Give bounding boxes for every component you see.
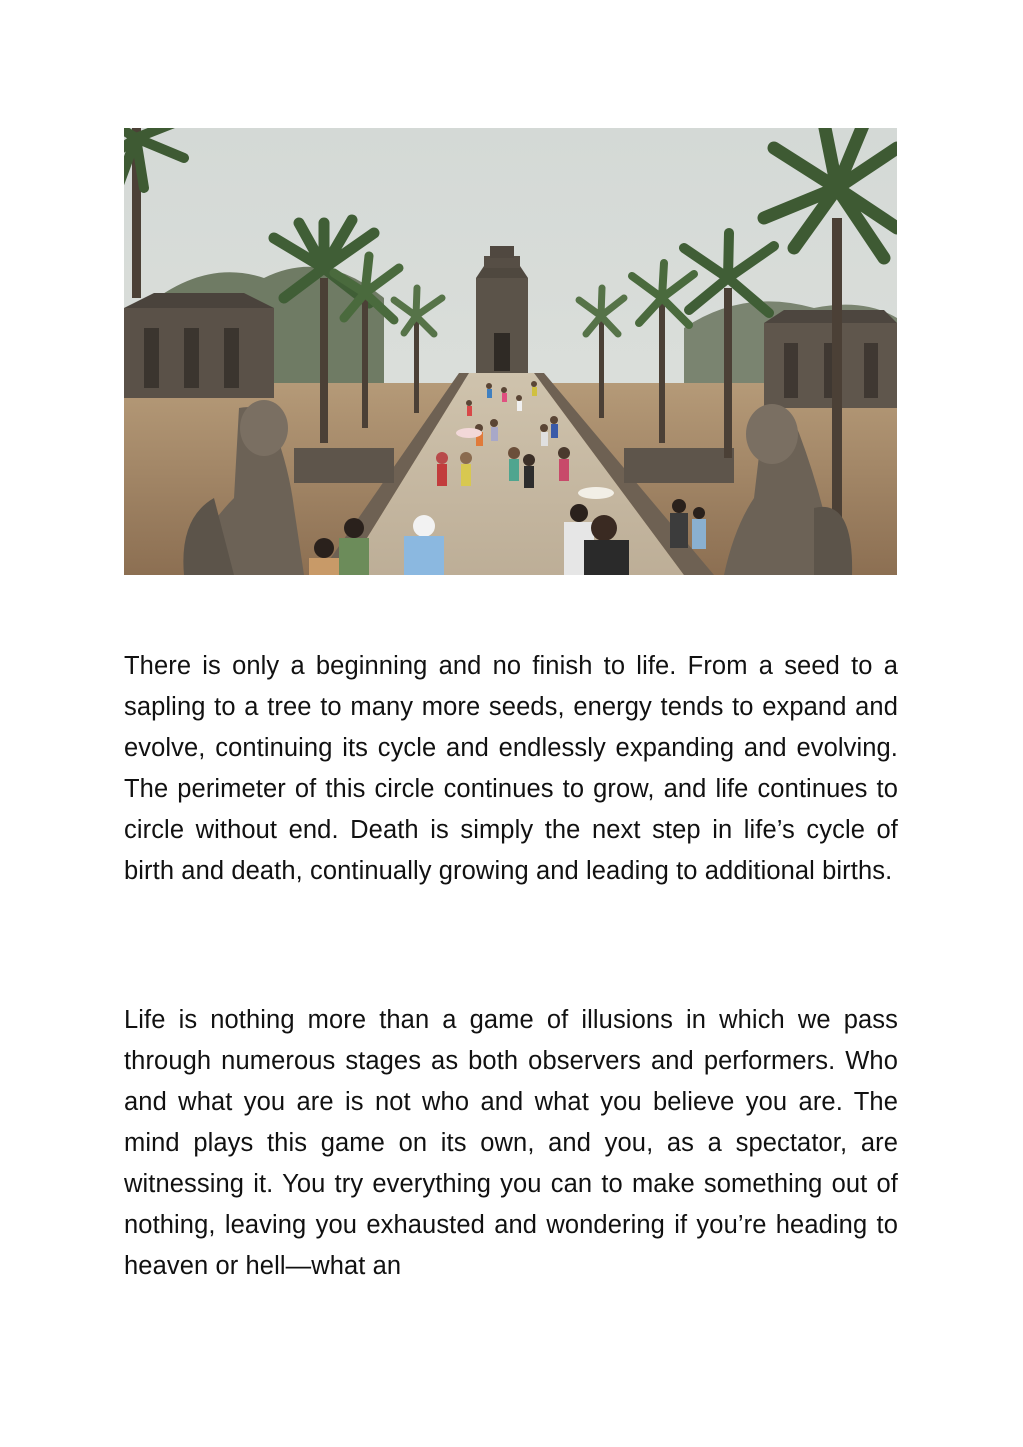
temple-causeway-photo [124,128,897,575]
body-paragraph-2: Life is nothing more than a game of illusions in which we pass through numerous stages as both observers and performers. Who and what you are is not who and what you believe you are. The mind plays this game on its own, and you, as a spectator, are witnessing it. You try everything you can to make something out of nothing, leaving you exhausted and wondering if you’re heading to heaven or hell—what an [124,1006,898,1280]
body-paragraph-1: There is only a beginning and no finish to life. From a seed to a sapling to a tree to many more seeds, energy tends to expand and evolve, continuing its cycle and endlessly expanding and evolving. The perimeter of this circle continues to grow, and life continues to circle without end. Death is simply the next step in life’s cycle of birth and death, continually growing and leading to additional births. [124,652,898,885]
